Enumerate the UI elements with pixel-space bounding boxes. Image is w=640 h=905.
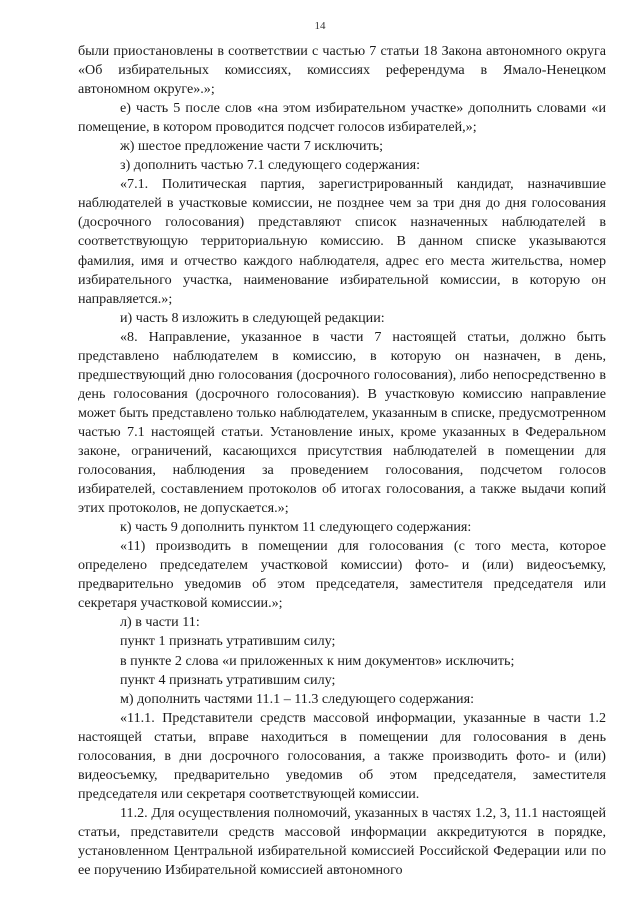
paragraph: 11.2. Для осуществления полномочий, указанных в частях 1.2, 3, 11.1 настоящей статьи, представители средств массовой информации аккредитуются в порядке, установленном Центральной избирательной комиссией Российской Федерации или по ее поручению Избирательной комиссией автономного [78, 804, 606, 879]
page-number: 14 [314, 20, 326, 32]
paragraph: пункт 4 признать утратившим силу; [120, 671, 336, 688]
paragraph: е) часть 5 после слов «на этом избирательном участке» дополнить словами «и помещение, в котором проводится подсчет голосов избирателей,»; [78, 100, 606, 136]
paragraph: пункт 1 признать утратившим силу; [120, 633, 336, 650]
paragraph: в пункте 2 слова «и приложенных к ним документов» исключить; [120, 652, 515, 669]
paragraph: з) дополнить частью 7.1 следующего содержания: [120, 157, 421, 174]
paragraph: «7.1. Политическая партия, зарегистрированный кандидат, назначившие наблюдателей в участковые комиссии, не позднее чем за три дня до дня голосования (досрочного голосования) представляют список назначенных наблюдателей в соответствующую территориальную комиссию. В данном списке указываются фамилия, имя и отчество каждого наблюдателя, адрес его места жительства, номер избирательного участка, наименование избирательной комиссии, в которую он направляется.»; [78, 176, 606, 307]
paragraph: м) дополнить частями 11.1 – 11.3 следующего содержания: [120, 690, 474, 707]
document-body [78, 42, 606, 880]
paragraph: «11.1. Представители средств массовой информации, указанные в части 1.2 настоящей статьи, вправе находиться в помещении для голосования в день голосования, в дни досрочного голосования, а также производить фото- и (или) видеосъемку, предварительно уведомив об этом председателя, заместителя председателя или секретаря соответствующей комиссии. [78, 709, 606, 802]
paragraph: к) часть 9 дополнить пунктом 11 следующего содержания: [120, 519, 472, 536]
paragraph: «11) производить в помещении для голосования (с того места, которое определено председателем участковой комиссии) фото- и (или) видеосъемку, предварительно уведомив об этом председателя, заместителя председателя или секретаря участковой комиссии.»; [78, 538, 606, 612]
paragraph: л) в части 11: [120, 614, 200, 631]
paragraph: «8. Направление, указанное в части 7 настоящей статьи, должно быть представлено наблюдателем в комиссию, в которую он назначен, в день, предшествующий дню голосования (досрочного голосования), либо непосредственно в день голосования (досрочного голосования). В участковую комиссию направление может быть представлено только наблюдателем, указанным в списке, предусмотренном частью 7.1 настоящей статьи. Установление иных, кроме указанных в Федеральном законе, ограничений, касающихся присутствия наблюдателей в помещении для голосования, наблюдения за проведением голосования, подсчетом голосов избирателей, составлением протоколов об итогах голосования, а также выдачи копий этих протоколов, не допускается.»; [78, 328, 606, 517]
paragraph: и) часть 8 изложить в следующей редакции: [120, 309, 385, 326]
paragraph: были приостановлены в соответствии с частью 7 статьи 18 Закона автономного округа «Об избирательных комиссиях, комиссиях референдума в Ямало-Ненецком автономном округе».»; [78, 43, 606, 98]
paragraph: ж) шестое предложение части 7 исключить; [120, 138, 384, 155]
